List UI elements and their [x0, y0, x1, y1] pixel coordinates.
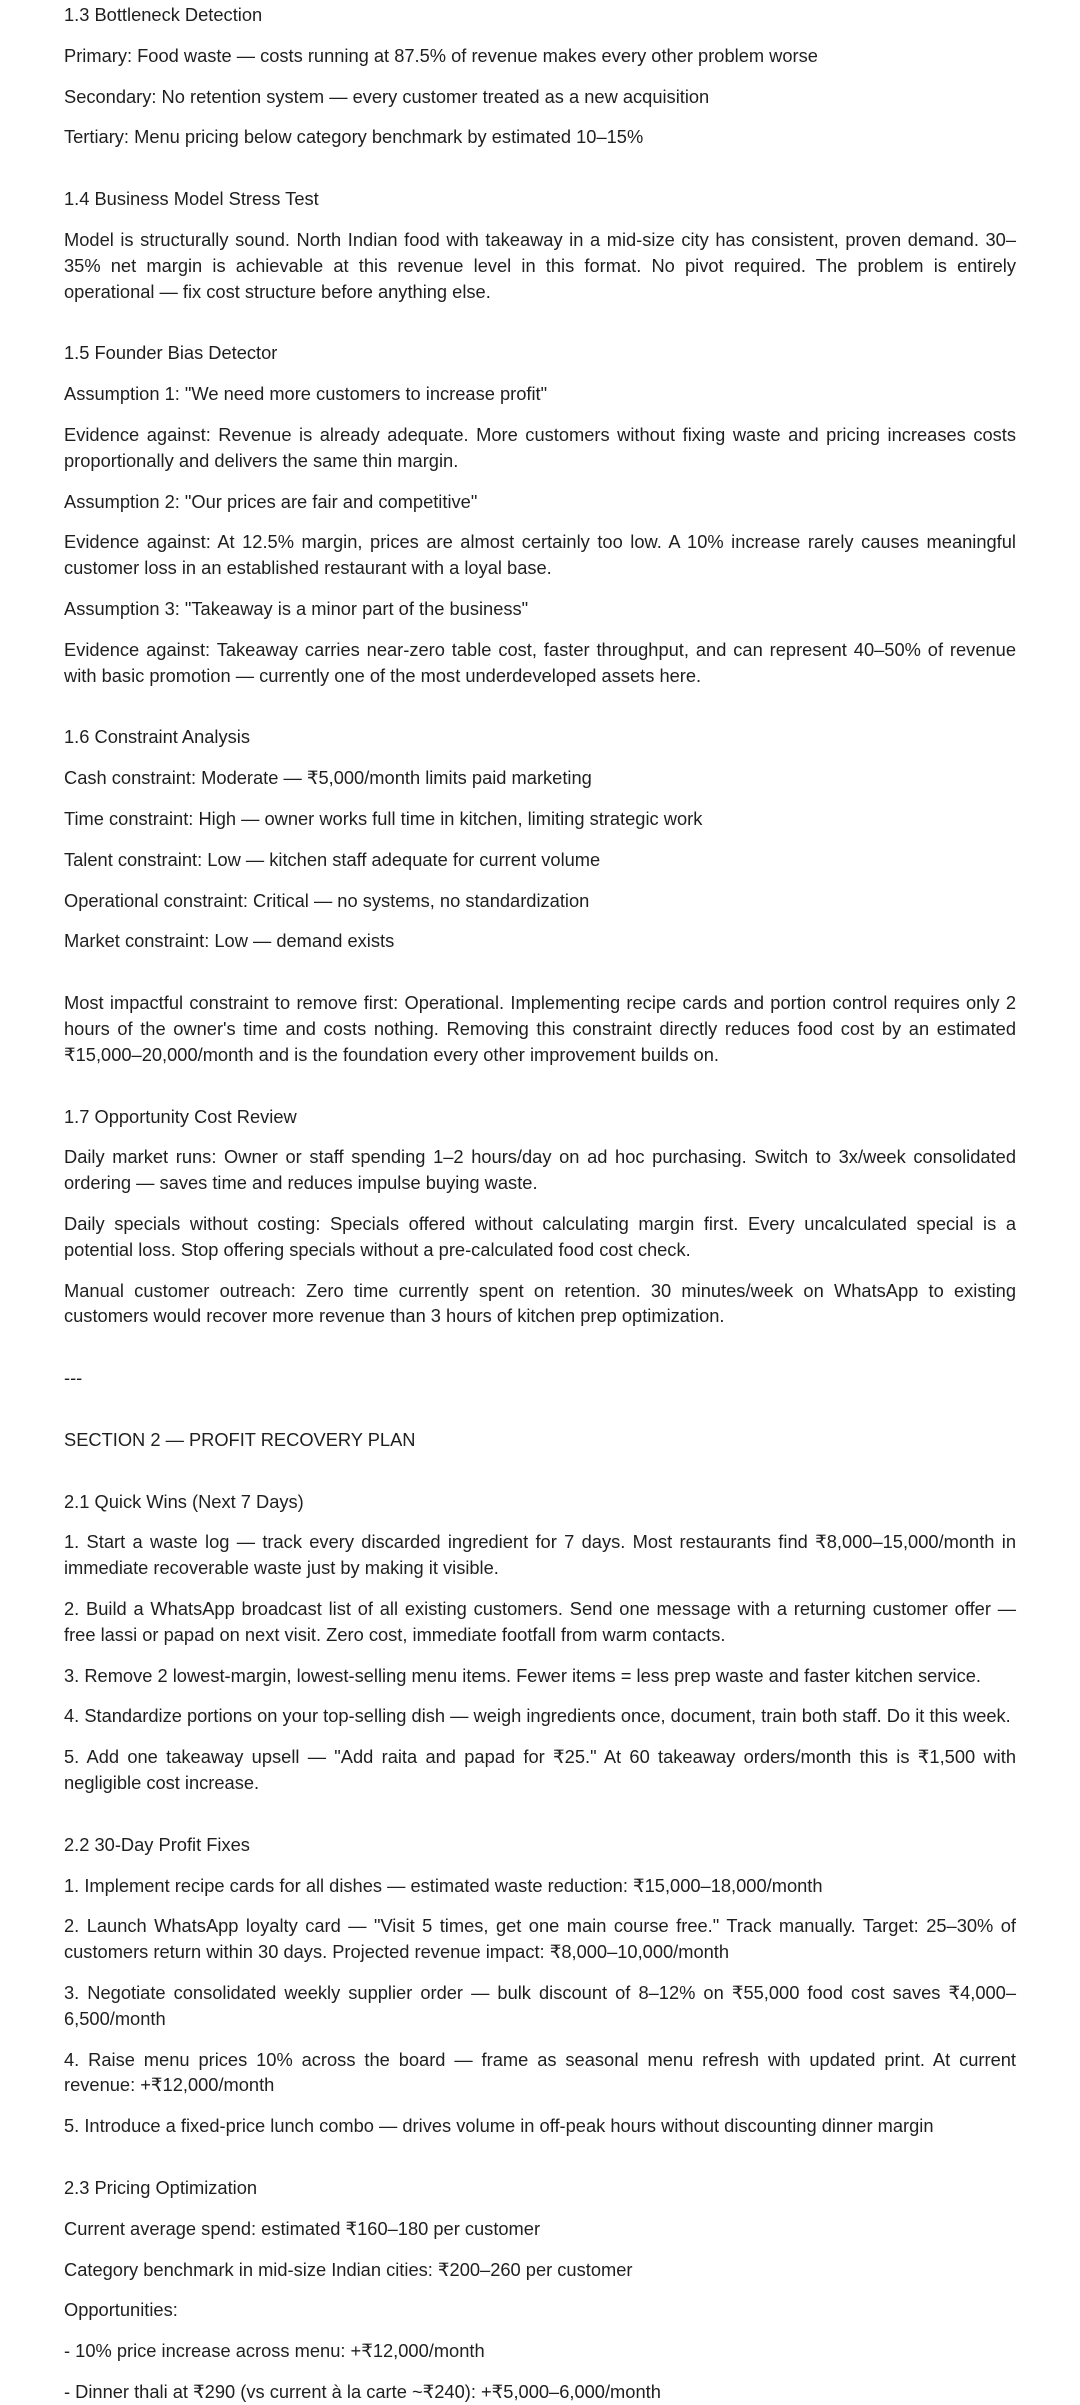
section-heading: 1.5 Founder Bias Detector: [64, 342, 278, 364]
list-item: 4. Raise menu prices 10% across the board — frame as seasonal menu refresh with updated print. At current revenue: +₹12,000/month: [64, 2048, 1016, 2096]
paragraph: Assumption 1: "We need more customers to increase profit": [64, 383, 548, 405]
paragraph: Assumption 3: "Takeaway is a minor part of the business": [64, 597, 529, 619]
paragraph: Talent constraint: Low — kitchen staff adequate for current volume: [64, 848, 601, 870]
paragraph: Evidence against: Revenue is already adequate. More customers without fixing waste and pricing increases costs proportionally and delivers the same thin margin.: [64, 423, 1016, 471]
section-heading: 2.2 30-Day Profit Fixes: [64, 1833, 250, 1855]
section-heading: 1.4 Business Model Stress Test: [64, 188, 319, 210]
paragraph: Daily market runs: Owner or staff spending 1–2 hours/day on ad hoc purchasing. Switch to 3x/week consolidated ordering — saves time and reduces impulse buying waste.: [64, 1146, 1016, 1194]
paragraph: Primary: Food waste — costs running at 87.5% of revenue makes every other problem worse: [64, 44, 818, 66]
list-item: 4. Standardize portions on your top-selling dish — weigh ingredients once, document, train both staff. Do it this week.: [64, 1705, 1011, 1727]
paragraph: Evidence against: At 12.5% margin, prices are almost certainly too low. A 10% increase rarely causes meaningful customer loss in an established restaurant with a loyal base.: [64, 531, 1016, 579]
list-item: 1. Implement recipe cards for all dishes — estimated waste reduction: ₹15,000–18,000/month: [64, 1874, 823, 1896]
paragraph: Opportunities:: [64, 2299, 178, 2321]
paragraph: Category benchmark in mid-size Indian cities: ₹200–260 per customer: [64, 2258, 633, 2280]
section-heading: 2.3 Pricing Optimization: [64, 2177, 258, 2199]
list-item: 3. Remove 2 lowest-margin, lowest-selling menu items. Fewer items = less prep waste and faster kitchen service.: [64, 1664, 981, 1686]
list-item: - Dinner thali at ₹290 (vs current à la carte ~₹240): +₹5,000–6,000/month: [64, 2381, 661, 2403]
paragraph: Current average spend: estimated ₹160–180 per customer: [64, 2217, 541, 2239]
paragraph: Time constraint: High — owner works full time in kitchen, limiting strategic work: [64, 807, 703, 829]
paragraph: Operational constraint: Critical — no systems, no standardization: [64, 889, 590, 911]
section-heading: 2.1 Quick Wins (Next 7 Days): [64, 1490, 304, 1512]
list-item: 2. Launch WhatsApp loyalty card — "Visit 5 times, get one main course free." Track manually. Target: 25–30% of customers return within 30 days. Projected revenue impact: ₹8,000–10,000/month: [64, 1915, 1016, 1963]
paragraph: Assumption 2: "Our prices are fair and competitive": [64, 490, 478, 512]
list-item: 3. Negotiate consolidated weekly supplier order — bulk discount of 8–12% on ₹55,000 food cost saves ₹4,000–6,500/month: [64, 1982, 1016, 2029]
section-heading: 1.7 Opportunity Cost Review: [64, 1105, 297, 1127]
list-item: - 10% price increase across menu: +₹12,000/month: [64, 2340, 485, 2362]
list-item: 5. Introduce a fixed-price lunch combo — drives volume in off-peak hours without discounting dinner margin: [64, 2115, 934, 2137]
document-body: [64, 0, 1016, 2405]
section-heading: 1.3 Bottleneck Detection: [64, 4, 263, 25]
list-item: 1. Start a waste log — track every discarded ingredient for 7 days. Most restaurants find ₹8,000–15,000/month in immediate recoverable waste just by making it visible.: [64, 1531, 1016, 1579]
section-title: SECTION 2 — PROFIT RECOVERY PLAN: [64, 1428, 416, 1450]
paragraph: Tertiary: Menu pricing below category benchmark by estimated 10–15%: [64, 126, 644, 148]
paragraph: Manual customer outreach: Zero time currently spent on retention. 30 minutes/week on WhatsApp to existing customers would recover more revenue than 3 hours of kitchen prep optimization.: [64, 1279, 1016, 1327]
divider-text: ---: [64, 1367, 83, 1389]
list-item: 5. Add one takeaway upsell — "Add raita and papad for ₹25." At 60 takeaway orders/month this is ₹1,500 with negligible cost increase.: [64, 1746, 1016, 1794]
paragraph: Model is structurally sound. North Indian food with takeaway in a mid-size city has consistent, proven demand. 30–35% net margin is achievable at this revenue level in this format. No pivot required. The problem is entirely operational — fix cost structure before anything else.: [64, 228, 1016, 302]
paragraph: Daily specials without costing: Specials offered without calculating margin first. Every uncalculated special is a potential loss. Stop offering specials without a pre-calculated food cost check.: [64, 1212, 1016, 1260]
paragraph: Cash constraint: Moderate — ₹5,000/month limits paid marketing: [64, 767, 592, 789]
list-item: 2. Build a WhatsApp broadcast list of all existing customers. Send one message with a returning customer offer — free lassi or papad on next visit. Zero cost, immediate footfall from warm contacts.: [64, 1598, 1016, 1645]
paragraph: Market constraint: Low — demand exists: [64, 930, 395, 952]
paragraph: Most impactful constraint to remove first: Operational. Implementing recipe cards and portion control requires only 2 hours of the owner's time and costs nothing. Removing this constraint directly reduces food cost by an estimated ₹15,000–20,000/month and is the foundation every other improvement builds on.: [64, 992, 1016, 1065]
section-heading: 1.6 Constraint Analysis: [64, 726, 250, 748]
paragraph: Evidence against: Takeaway carries near-zero table cost, faster throughput, and can represent 40–50% of revenue with basic promotion — currently one of the most underdeveloped assets here.: [64, 638, 1016, 686]
paragraph: Secondary: No retention system — every customer treated as a new acquisition: [64, 85, 710, 107]
